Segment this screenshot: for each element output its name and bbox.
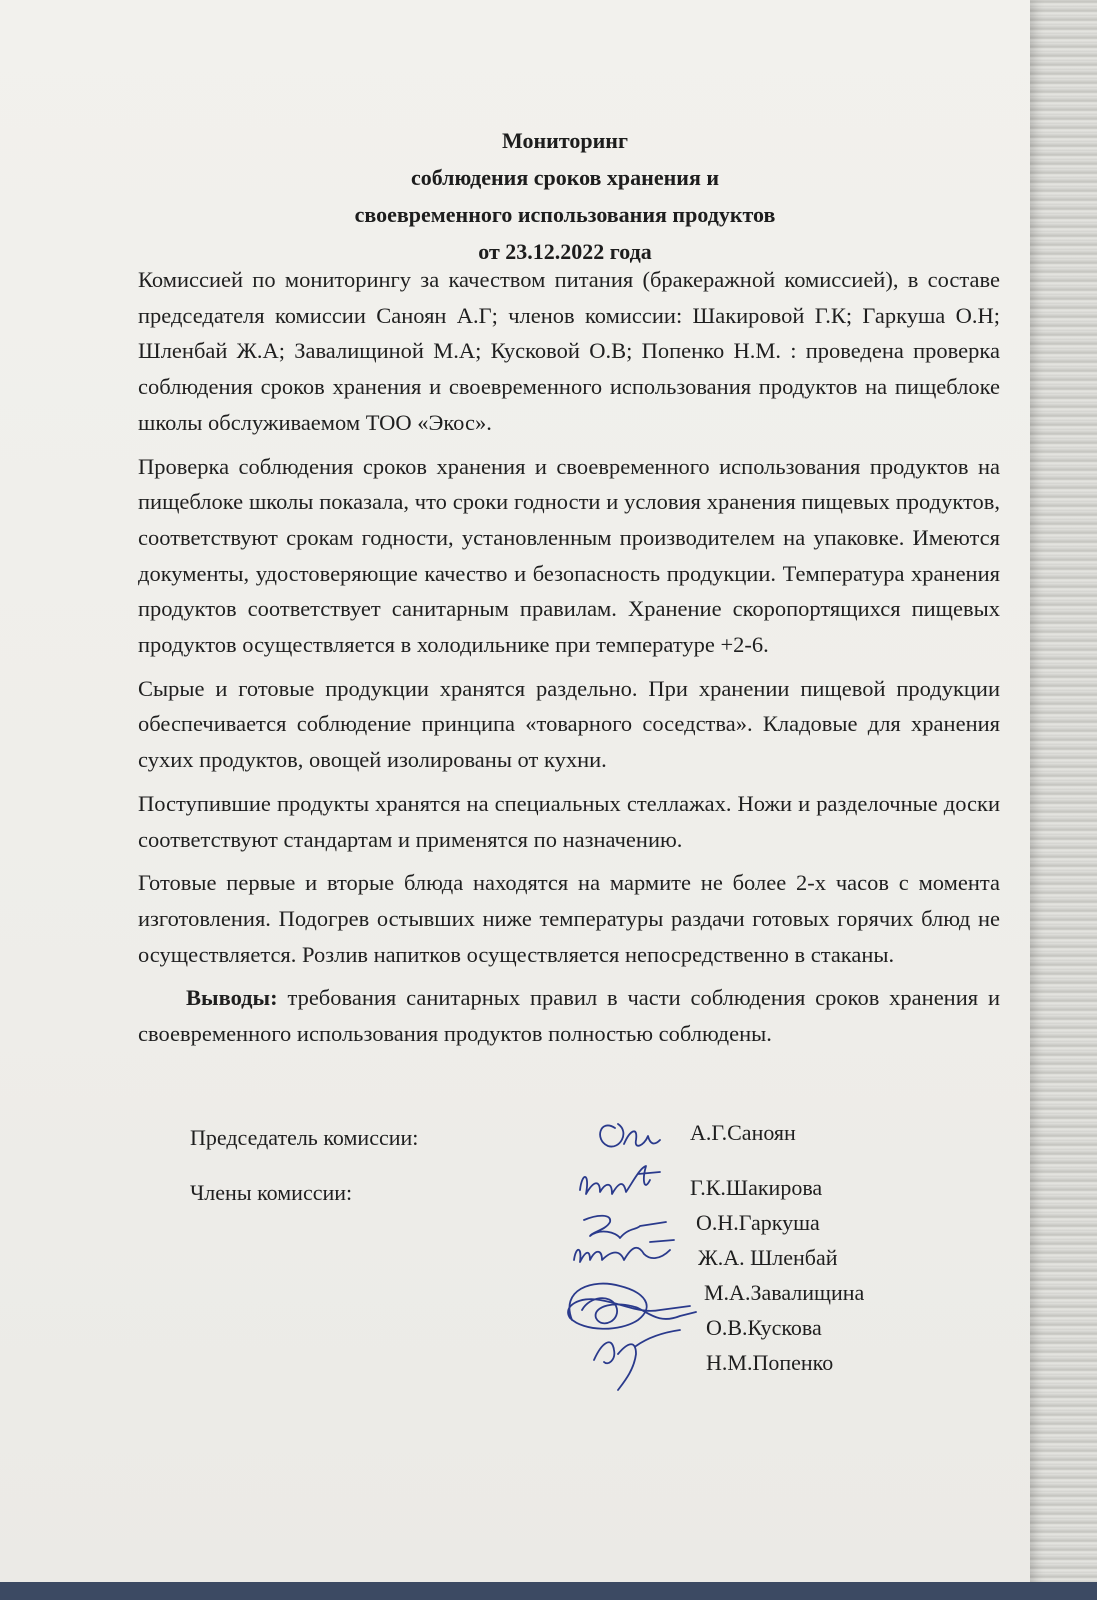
paragraph-storage: Сырые и готовые продукции хранятся раздельно. При хранении пищевой продукции обеспечивается соблюдение принципа «товарного соседства». Кладовые для хранения сухих продуктов, овощей изолированы от кухни. [138,675,1000,773]
member-name: О.Н.Гаркуша [696,1210,820,1235]
conclusion-label: Выводы: [186,985,278,1011]
member-signature-2 [584,1216,666,1238]
member-signature-3 [574,1240,674,1262]
member-name: М.А.Завалищина [704,1280,865,1305]
member-name: Н.М.Попенко [706,1350,834,1375]
title-line: Мониторинг [502,128,628,153]
chair-label: Председатель комиссии: [190,1125,419,1150]
members-label: Члены комиссии: [190,1180,353,1205]
document-body [138,262,1000,1060]
title-date: от 23.12.2022 года [478,239,652,264]
member-name: О.В.Кускова [706,1315,822,1340]
paragraph-dishes: Готовые первые и вторые блюда находятся на мармите не более 2-х часов с момента изготовления. Подогрев остывших ниже температуры раздачи готовых горячих блюд не осуществляется. Розлив напитков осуществляется непосредственно в стаканы. [138,870,1000,967]
paragraph-inspection: Проверка соблюдения сроков хранения и своевременного использования продуктов на пищеблоке школы показала, что сроки годности и условия хранения пищевых продуктов, соответствуют срокам годности, установленным производителем на упаковке. Имеются документы, удостоверяющие качество и безопасность продукции. Температура хранения продуктов соответствует санитарным правилам. Хранение скоропортящихся пищевых продуктов осуществляется в холодильнике при температуре +2-6. [138,453,1000,658]
member-signature-6 [594,1330,680,1390]
member-name: Г.К.Шакирова [690,1175,823,1200]
title-line: соблюдения сроков хранения и [410,165,720,190]
handwritten-signatures [520,1110,710,1400]
paragraph-shelving: Поступившие продукты хранятся на специальных стеллажах. Ножи и разделочные доски соответствуют стандартам и применятся по назначению. [138,790,1000,852]
member-signature-1 [580,1166,660,1194]
title-line: своевременного использования продуктов [354,202,776,227]
paragraph-commission: Комиссией по мониторингу за качеством питания (бракеражной комиссией), в составе председателя комиссии Саноян А.Г; членов комиссии: Шакировой Г.К; Гаркуша О.Н; Шленбай Ж.А; Завалищиной М.А; Кусковой О.В; Попенко Н.М. : проведена проверка соблюдения сроков хранения и своевременного использования продуктов на пищеблоке школы обслуживаемом ТОО «Экос». [138,267,1000,435]
member-name: Ж.А. Шленбай [698,1245,838,1270]
conclusion-text: требования санитарных правил в части соблюдения сроков хранения и своевременного использования продуктов полностью соблюдены. [138,985,1000,1047]
bottom-edge [0,1582,1097,1600]
signatures-drawing [520,1110,710,1400]
chair-signature [600,1124,660,1147]
document-title [125,122,1005,270]
chair-name: А.Г.Саноян [690,1120,796,1145]
commission-names [690,1115,864,1380]
paragraph-conclusion [138,980,1000,1051]
